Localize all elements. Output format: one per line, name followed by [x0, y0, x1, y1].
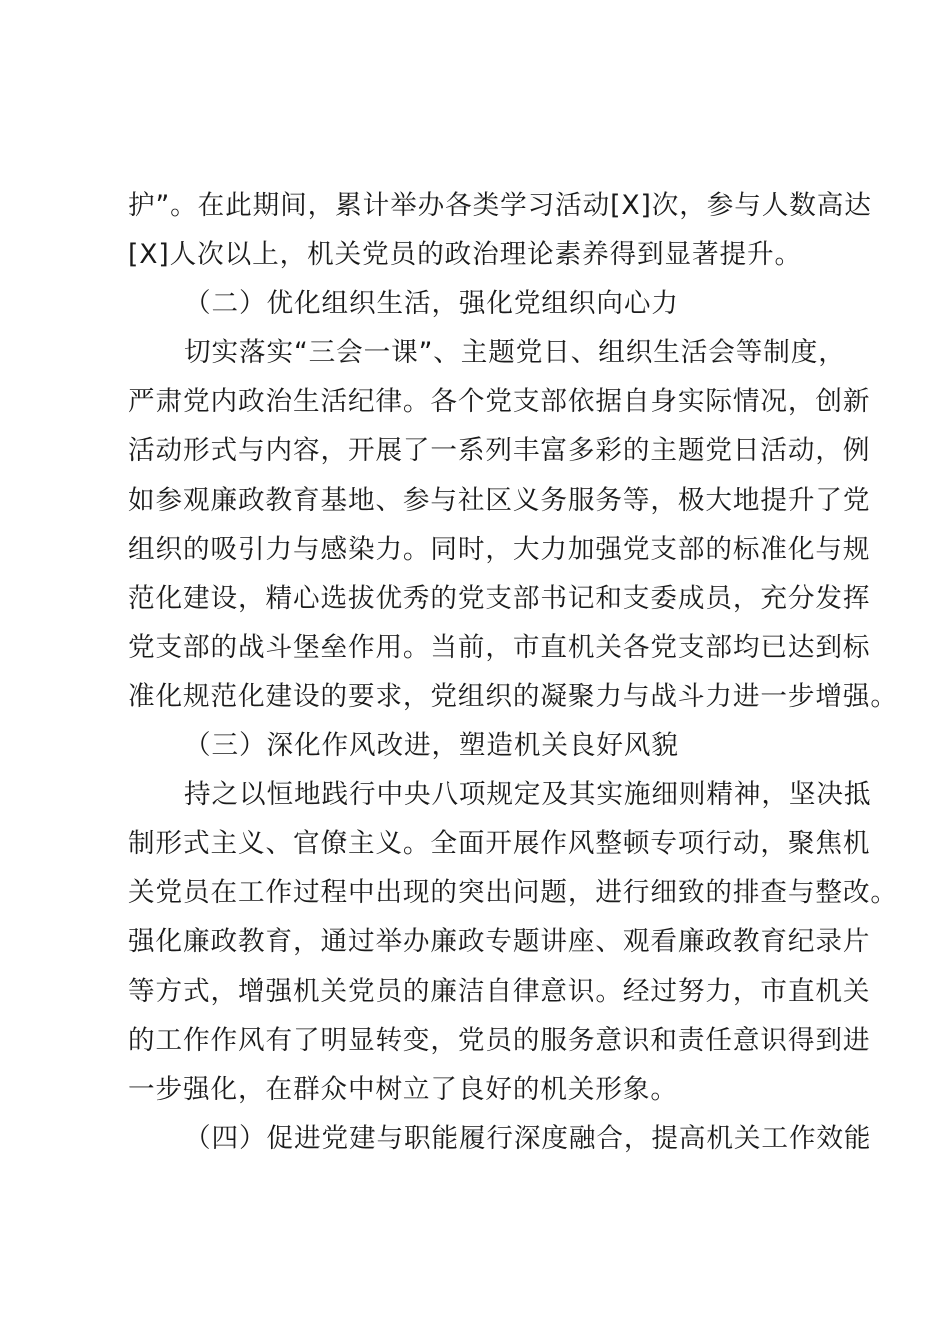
text-line: 等方式，增强机关党员的廉洁自律意识。经过努力，市直机关 — [128, 975, 871, 1007]
text-line: 制形式主义、官僚主义。全面开展作风整顿专项行动，聚焦机 — [128, 828, 871, 860]
section-heading: （四）促进党建与职能履行深度融合，提高机关工作效能 — [184, 1122, 872, 1154]
text-line: 准化规范化建设的要求，党组织的凝聚力与战斗力进一步增强。 — [128, 680, 898, 712]
section-heading: （二）优化组织生活，强化党组织向心力 — [184, 288, 679, 320]
text-line: 的工作作风有了明显转变，党员的服务意识和责任意识得到进 — [128, 1024, 871, 1056]
paragraph-first-line: 持之以恒地践行中央八项规定及其实施细则精神，坚决抵 — [184, 779, 872, 811]
text-line: 范化建设，精心选拔优秀的党支部书记和支委成员，充分发挥 — [128, 582, 871, 614]
text-line: 一步强化，在群众中树立了良好的机关形象。 — [128, 1073, 678, 1105]
paragraph-first-line: 切实落实“三会一课”、主题党日、组织生活会等制度， — [184, 337, 846, 369]
document-body — [128, 181, 898, 1163]
text-line: 如参观廉政教育基地、参与社区义务服务等，极大地提升了党 — [128, 484, 871, 516]
text-line: 关党员在工作过程中出现的突出问题，进行细致的排查与整改。 — [128, 877, 898, 909]
text-line: 组织的吸引力与感染力。同时，大力加强党支部的标准化与规 — [128, 533, 871, 565]
text-line: 护”。在此期间，累计举办各类学习活动[X]次，参与人数高达 — [128, 190, 872, 221]
text-line: 强化廉政教育，通过举办廉政专题讲座、观看廉政教育纪录片 — [128, 926, 871, 958]
section-heading: （三）深化作风改进，塑造机关良好风貌 — [184, 730, 679, 762]
text-line: [X]人次以上，机关党员的政治理论素养得到显著提升。 — [128, 239, 803, 271]
text-line: 活动形式与内容，开展了一系列丰富多彩的主题党日活动，例 — [128, 435, 871, 467]
text-line: 党支部的战斗堡垒作用。当前，市直机关各党支部均已达到标 — [128, 631, 871, 663]
text-line: 严肃党内政治生活纪律。各个党支部依据自身实际情况，创新 — [128, 386, 871, 418]
